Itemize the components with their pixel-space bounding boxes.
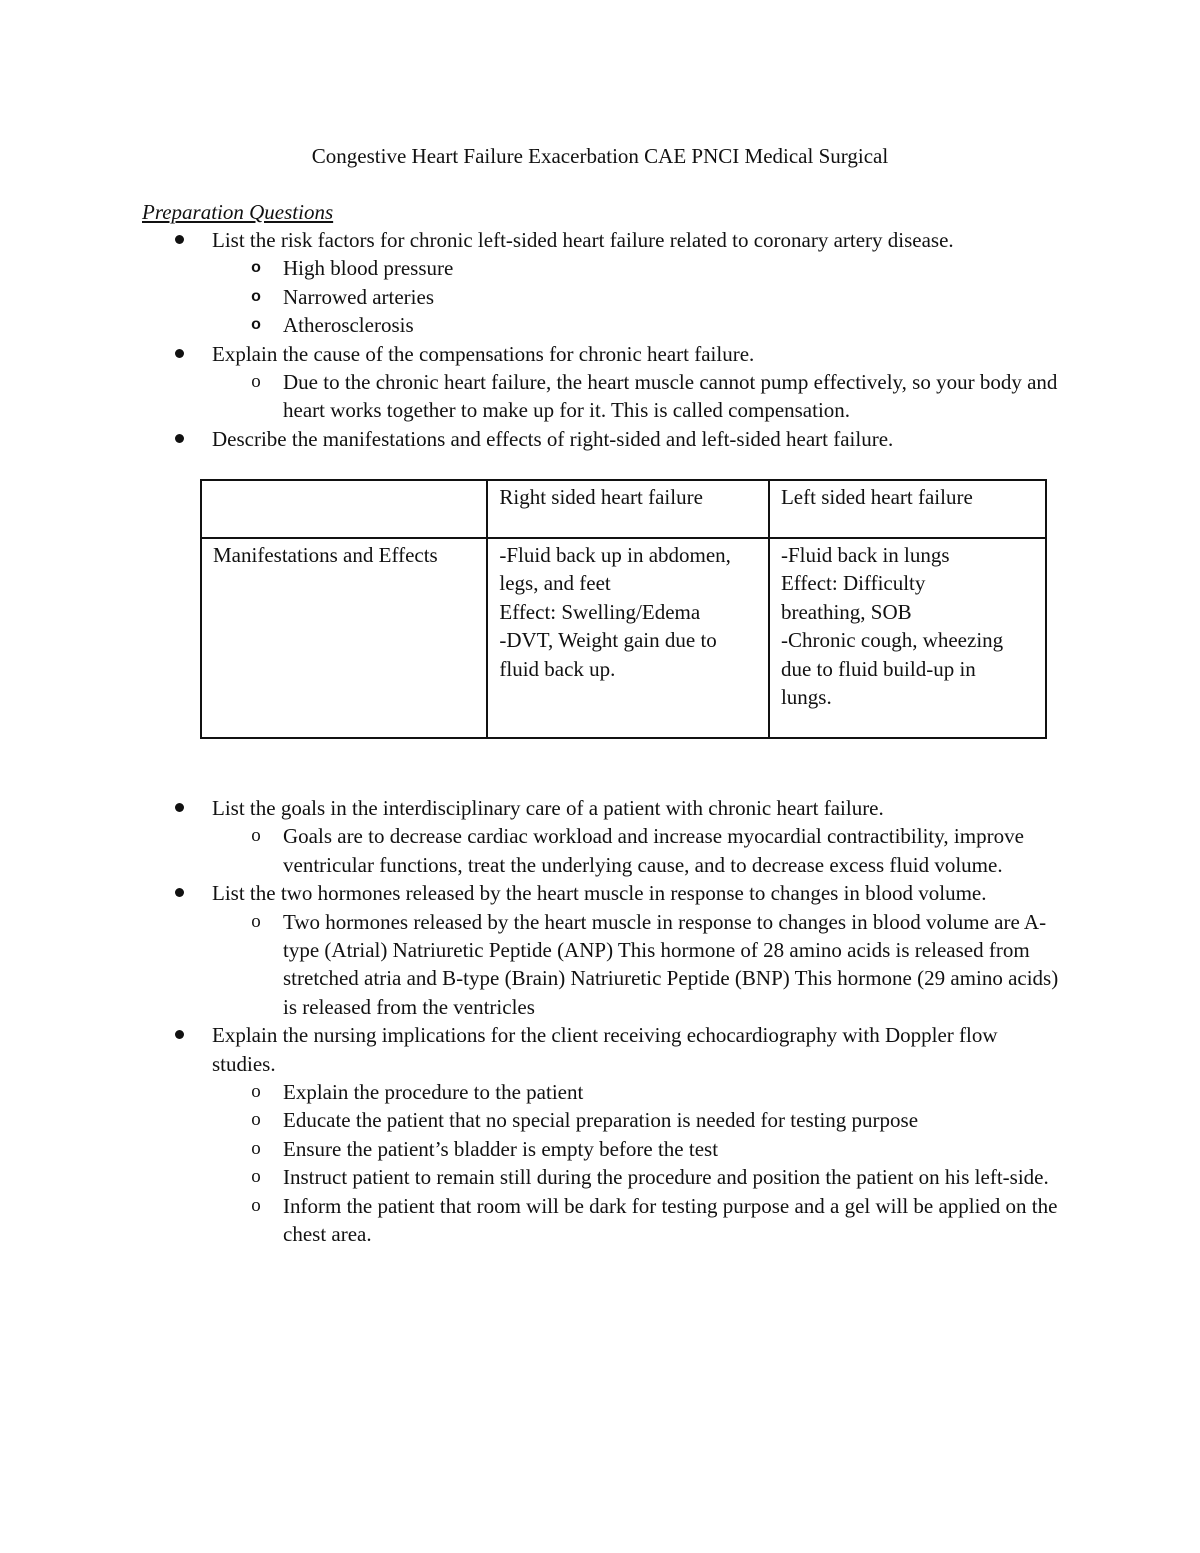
bullet-icon (175, 1030, 184, 1039)
cell-line: fluid back up. (499, 656, 616, 681)
list-item (0, 1163, 1200, 1191)
cell-line: Effect: Difficulty (780, 571, 926, 596)
table-header-cell (201, 480, 487, 538)
list-item (0, 879, 1200, 907)
sub-bullet-icon: o (251, 910, 261, 932)
sub-bullet-icon: o (251, 1194, 261, 1216)
table-cell-left-sided (769, 538, 1046, 738)
question-list-1 (0, 226, 1200, 453)
question-text: Explain the cause of the compensations for chronic heart failure. (212, 341, 755, 366)
cell-line: lungs. (780, 685, 832, 710)
answer-text: Inform the patient that room will be dark for testing purpose and a gel will be applied on the chest area. (283, 1193, 1058, 1247)
list-item (0, 822, 1200, 879)
question-list-2 (0, 794, 1200, 1249)
list-item (0, 340, 1200, 368)
list-item (0, 311, 1200, 339)
cell-line: legs, and feet (499, 571, 611, 596)
cell-line: -Fluid back up in abdomen, (499, 543, 731, 567)
list-item (0, 254, 1200, 282)
table-row (201, 538, 1046, 738)
answer-text: Due to the chronic heart failure, the heart muscle cannot pump effectively, so your body and heart works together to make up for it. This is called compensation. (283, 370, 1058, 423)
list-item (0, 226, 1200, 254)
sub-bullet-icon: o (251, 825, 261, 847)
table-header-row (201, 480, 1046, 538)
bullet-icon (175, 235, 184, 244)
question-text: List the two hormones released by the heart muscle in response to changes in blood volume. (212, 881, 987, 906)
sub-bullet-icon: o (251, 287, 261, 305)
answer-text: Goals are to decrease cardiac workload and increase myocardial contractibility, improve ventricular functions, treat the underlying cause, and to decrease excess fluid volume. (283, 824, 1024, 877)
answer-text: Atherosclerosis (283, 313, 414, 338)
answer-text: Two hormones released by the heart muscle in response to changes in blood volume are A-type (Atrial) Natriuretic Peptide (ANP) This hormone of 28 amino acids is released from stretched atria and B-type (Brain) Natriuretic Peptide (BNP) This hormone (29 amino acids) is released from the ventricles (283, 909, 1059, 1019)
question-text: Describe the manifestations and effects of right-sided and left-sided heart failure. (212, 426, 894, 451)
cell-line: breathing, SOB (780, 599, 912, 624)
list-item (0, 794, 1200, 822)
cell-line: Effect: Swelling/Edema (499, 599, 701, 624)
list-item (0, 908, 1200, 1022)
answer-text: Ensure the patient’s bladder is empty before the test (283, 1136, 719, 1161)
table-header-cell: Right sided heart failure (487, 480, 769, 538)
list-item (0, 425, 1200, 453)
answer-text: Educate the patient that no special preparation is needed for testing purpose (283, 1108, 919, 1133)
answer-text: Explain the procedure to the patient (283, 1080, 584, 1105)
list-item (0, 1106, 1200, 1134)
list-item (0, 1021, 1200, 1078)
table-row-label: Manifestations and Effects (201, 538, 487, 738)
cell-line: -Fluid back in lungs (780, 543, 950, 567)
list-item (0, 368, 1200, 425)
cell-line: -DVT, Weight gain due to (499, 628, 717, 653)
answer-text: Instruct patient to remain still during the procedure and position the patient on his left-side. (283, 1165, 1049, 1190)
sub-bullet-icon: o (251, 259, 261, 277)
answer-text: Narrowed arteries (283, 284, 434, 309)
question-text: Explain the nursing implications for the client receiving echocardiography with Doppler flow studies. (212, 1023, 998, 1076)
table-cell-right-sided (487, 538, 769, 738)
list-item (0, 1078, 1200, 1106)
section-label: Preparation Questions (142, 200, 334, 224)
list-item (0, 1192, 1200, 1249)
sub-bullet-icon: o (251, 1081, 261, 1103)
sub-bullet-icon: o (251, 1137, 261, 1159)
list-item (0, 283, 1200, 311)
cell-line: -Chronic cough, wheezing (780, 628, 1004, 653)
list-item (0, 1135, 1200, 1163)
document-title: Congestive Heart Failure Exacerbation CAE PNCI Medical Surgical (311, 144, 889, 168)
bullet-icon (175, 888, 184, 897)
question-text: List the risk factors for chronic left-sided heart failure related to coronary artery disease. (212, 228, 954, 252)
bullet-icon (175, 434, 184, 443)
answer-text: High blood pressure (283, 256, 454, 281)
cell-line: due to fluid build-up in (780, 656, 976, 681)
question-text: List the goals in the interdisciplinary care of a patient with chronic heart failure. (212, 796, 884, 820)
bullet-icon (175, 349, 184, 358)
sub-bullet-icon: o (251, 316, 261, 334)
bullet-icon (175, 803, 184, 812)
sub-bullet-icon: o (251, 371, 261, 393)
sub-bullet-icon: o (251, 1166, 261, 1188)
heart-failure-table (200, 479, 1047, 739)
sub-bullet-icon: o (251, 1109, 261, 1131)
table-header-cell: Left sided heart failure (769, 480, 1046, 538)
